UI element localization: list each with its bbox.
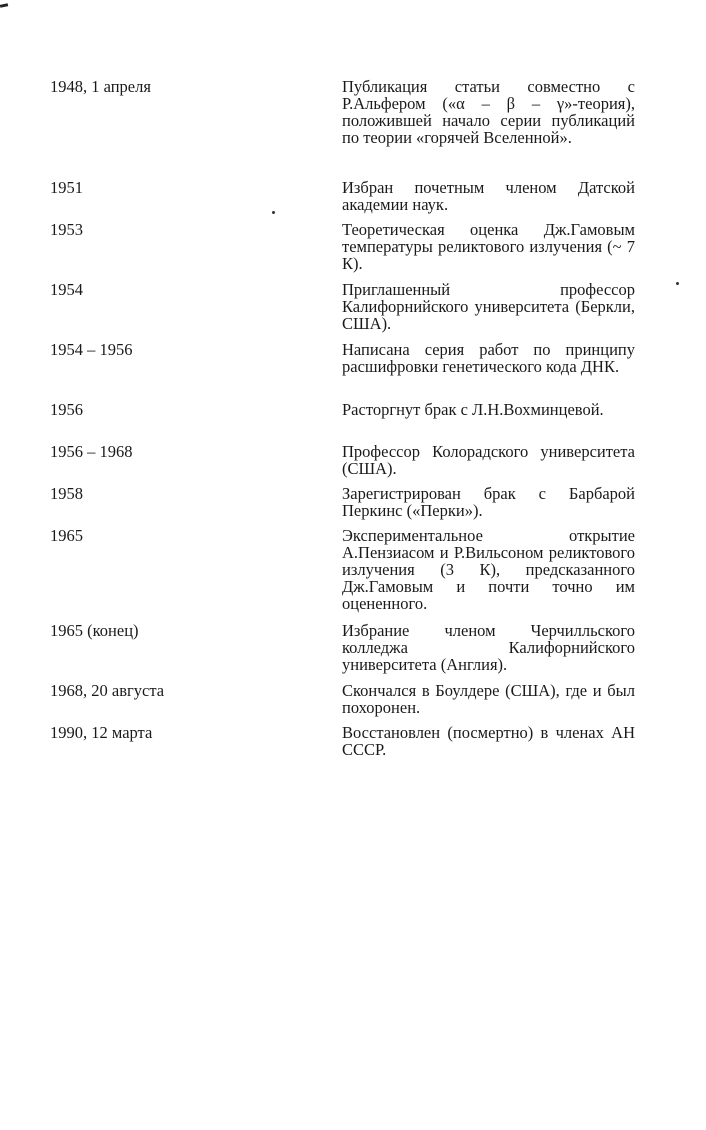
chronology-entry — [50, 682, 635, 720]
chronology-entry — [50, 341, 635, 397]
entry-description: Скончался в Боулдере (США), где и был похоронен. — [342, 681, 635, 717]
chronology-entry — [50, 485, 635, 523]
chronology-entry — [50, 443, 635, 481]
entry-date: 1954 – 1956 — [50, 340, 133, 359]
entry-description: Публикация статьи совместно с Р.Альфером («α – β – γ»-теория), положившей начало серии публикаций по теории «горячей Вселенной». — [342, 77, 635, 147]
chronology-entry — [50, 622, 635, 678]
chronology-entry — [50, 527, 635, 618]
entry-description: Расторгнут брак с Л.Н.Вохминцевой. — [342, 400, 604, 419]
chronology-entry — [50, 401, 635, 439]
entry-date: 1956 — [50, 400, 83, 419]
scan-speck — [676, 282, 679, 285]
entry-date: 1953 — [50, 220, 83, 239]
corner-scan-mark — [0, 3, 8, 8]
chronology-table — [50, 78, 635, 766]
chronology-entry — [50, 179, 635, 217]
entry-date: 1956 – 1968 — [50, 442, 133, 461]
chronology-entry — [50, 281, 635, 337]
entry-description: Избрание членом Черчилльского колледжа Калифорнийского университета (Англия). — [342, 621, 635, 674]
entry-description: Экспериментальное открытие А.Пензиасом и Р.Вильсоном реликтового излучения (3 К), предсказанного Дж.Гамовым и почти точно им оцененного. — [342, 526, 635, 613]
entry-date: 1958 — [50, 484, 83, 503]
entry-date: 1990, 12 марта — [50, 723, 153, 742]
entry-description: Теоретическая оценка Дж.Гамовым температуры реликтового излучения (~ 7 К). — [342, 220, 635, 273]
entry-description: Профессор Колорадского университета (США). — [342, 442, 635, 478]
entry-date: 1968, 20 августа — [50, 681, 165, 700]
chronology-entry — [50, 724, 635, 762]
entry-date: 1954 — [50, 280, 83, 299]
entry-description: Избран почетным членом Датской академии наук. — [342, 178, 635, 214]
entry-description: Написана серия работ по принципу расшифровки генетического кода ДНК. — [342, 340, 635, 376]
chronology-entry — [50, 78, 635, 175]
entry-date: 1948, 1 апреля — [50, 77, 151, 96]
entry-description: Восстановлен (посмертно) в членах АН СССР. — [342, 723, 635, 759]
entry-description: Зарегистрирован брак с Барбарой Перкинс («Перки»). — [342, 484, 635, 520]
entry-date: 1951 — [50, 178, 83, 197]
entry-date: 1965 — [50, 526, 83, 545]
chronology-entry — [50, 221, 635, 277]
entry-description: Приглашенный профессор Калифорнийского университета (Беркли, США). — [342, 280, 635, 333]
entry-date: 1965 (конец) — [50, 621, 139, 640]
